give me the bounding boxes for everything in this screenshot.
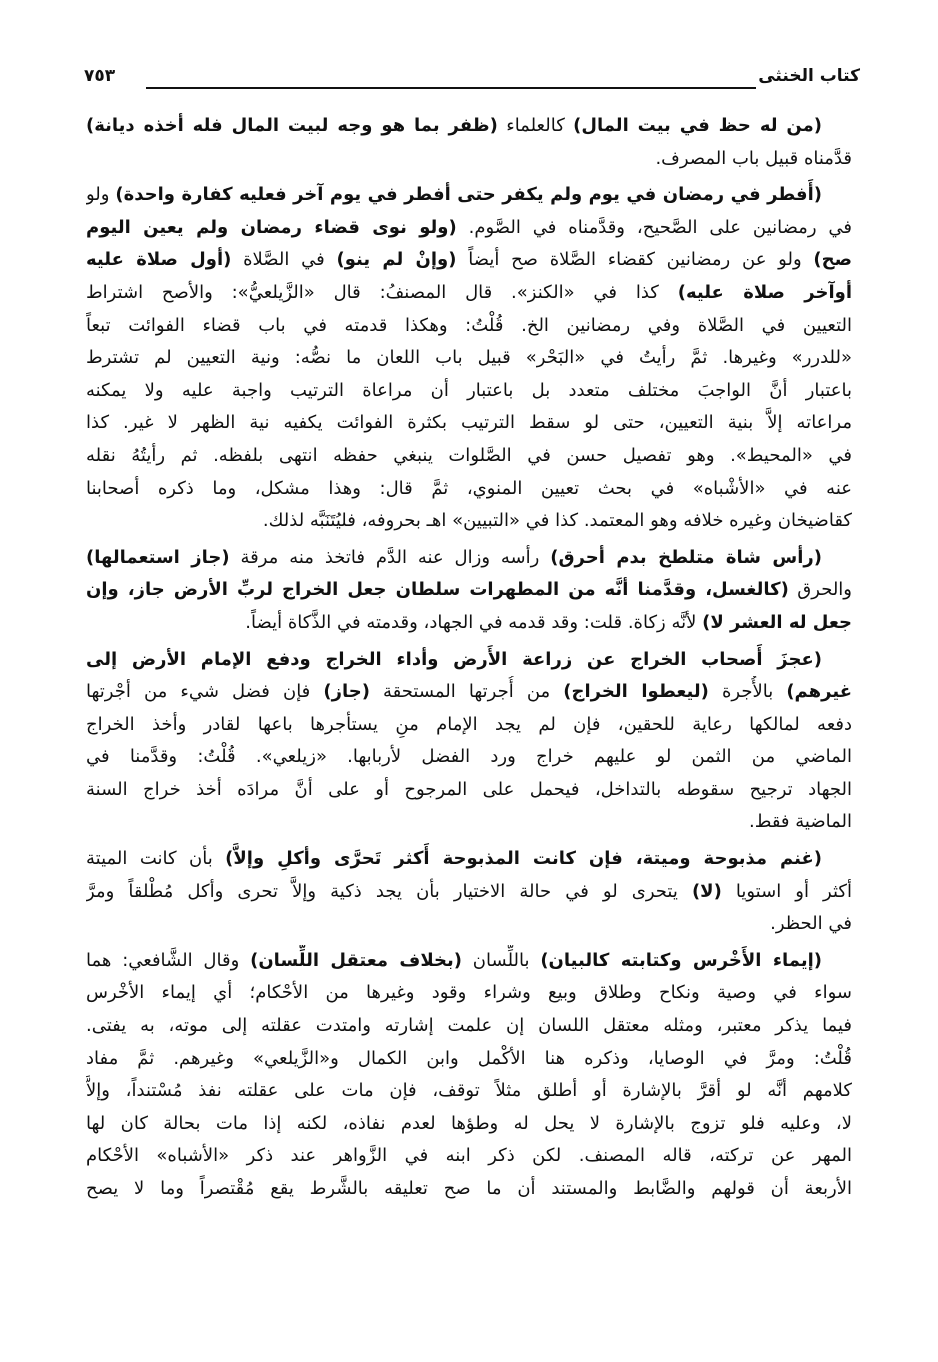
commentary-text: «للدرر» وغيرها. ثمَّ رأيتُ في «البَحْر» قبيل باب اللعان ما نصُّه: ونية التعيين لم تشترط <box>86 347 852 369</box>
text-line <box>86 574 852 607</box>
paragraph <box>86 542 852 640</box>
matn-text: (أول صلاة عليه <box>86 249 232 271</box>
commentary-text: الماضي من الثمن لو عليهم خراج ورد الفضل لأربابها. «زيلعي». قُلْتُ: وقدَّمنا في <box>86 746 852 768</box>
text-line <box>86 806 852 839</box>
text-line <box>86 473 852 506</box>
commentary-text: مراعاته إلاَّ بنية التعيين، حتى لو سقط الترتيب بكثرة الفوائت يكفيه نية الظهر لا غير. كذا <box>86 412 852 434</box>
commentary-text: ولو عن رمضانين كقضاء الصَّلاة صح أيضاً <box>456 249 814 271</box>
text-line <box>86 945 852 978</box>
chapter-title: كتاب الخنثى <box>758 66 860 86</box>
text-line <box>86 1108 852 1141</box>
text-line <box>86 310 852 343</box>
matn-text: غيرهم) <box>786 681 852 703</box>
text-line <box>86 1043 852 1076</box>
paragraph <box>86 179 852 538</box>
commentary-text: فيما يذكر معتبر، ومثله معتقل اللسان إن علمت إشارته وامتدت عقلته إلى موته، به يفتى. <box>86 1015 852 1037</box>
commentary-text: الأربعة أن قولهم والضَّابط والمستند أن ما صح تعليقه بالشَّرط يقع مُقْتصراً وما لا يصح <box>86 1178 852 1199</box>
text-line <box>86 143 852 176</box>
commentary-text: عنه في «الأشْباه» في بحث تعيين المنوي، ثمَّ قال: وهذا مشكل، وما ذكره أصحابنا <box>86 477 852 499</box>
matn-text: (جاز) <box>323 681 370 703</box>
commentary-text: لأنَّه زكاة. قلت: وقد قدمه في الجهاد، وقدمته في الذَّكاة أيضاً. <box>245 611 703 633</box>
commentary-text: دفعه لمالكها رعاية للحقين، فإن لم يجد الإمام منِ يستأجرها باعها لقادر وأخذ الخراج <box>86 713 852 735</box>
text-line <box>86 407 852 440</box>
commentary-text: يتحرى لو في حالة الاختيار بأن يجد ذكية وإلاَّ تحرى وأكل مُطْلقاً ومرَّ <box>86 880 692 902</box>
commentary-text: باللِّسان <box>461 949 541 971</box>
commentary-text: كذا في «الكنز». قال المصنفُ: قال «الزَّيلعيُّ»: والأصح اشتراط <box>86 281 678 303</box>
text-line <box>86 542 852 575</box>
matn-text: جعل له العشر لا) <box>702 611 852 633</box>
matn-text: (ولو نوى قضاء رمضان ولم يعين اليوم <box>86 216 457 238</box>
commentary-text: من أُجرتها المستحقة <box>369 681 564 703</box>
text-line <box>86 977 852 1010</box>
text-line <box>86 505 852 538</box>
commentary-text: فإن فضل شيء من أجْرتها <box>86 681 324 703</box>
commentary-text: في الحظر. <box>770 913 852 935</box>
text-line <box>86 179 852 212</box>
commentary-text: رأسه وزال عنه الدَّم فاتخذ منه مرقة <box>229 546 551 568</box>
matn-text: (ليعطوا الخراج) <box>563 681 709 703</box>
text-line <box>86 277 852 310</box>
commentary-text: الماضية فقط. <box>749 811 852 833</box>
paragraph <box>86 110 852 175</box>
matn-text: (رأس شاة متلطخ بدم أحرق) <box>550 546 823 568</box>
commentary-text: سواء في وصية ونكاح وطلاق وبيع وشراء وقود وغيرها من الأحْكام؛ أي إيماء الأخْرس <box>86 982 852 1004</box>
commentary-text: التعيين في الصَّلاة وفي رمضانين الخ. قُلْتُ: وهكذا قدمته في باب قضاء الفوائت تبعاً <box>86 314 852 336</box>
matn-text: (غنم مذبوحة وميتة، فإن كانت المذبوحة أَكثر تَحرَّى وأكلِ وإلاَّ) <box>225 848 822 870</box>
paragraph <box>86 644 852 840</box>
commentary-text: قدَّمناه قبيل باب المصرف. <box>655 147 852 169</box>
text-line <box>86 709 852 742</box>
commentary-text: بالأُجرة <box>708 681 787 703</box>
matn-text: أوآخر صلاة عليه) <box>677 281 852 303</box>
commentary-text: في «المحيط». وهو تفصيل حسن في الصَّلوات ينبغي حفظه انتهى بلفظه. ثم رأيتُهُ نقله <box>86 444 852 466</box>
text-line <box>86 1173 852 1206</box>
paragraph <box>86 945 852 1206</box>
matn-text: (بخلاف معتقل اللِّسان) <box>250 949 462 971</box>
commentary-text: ولو <box>86 184 116 206</box>
text-line <box>86 644 852 677</box>
text-line <box>86 843 852 876</box>
text-line <box>86 741 852 774</box>
matn-text: (أَفطر في رمضان في يوم ولم يكفر حتى أفطر في يوم آخر فعليه كفارة واحدة) <box>115 184 822 206</box>
text-line <box>86 1075 852 1108</box>
header-rule <box>146 87 756 89</box>
commentary-text: قُلْتُ: ومرَّ في الوصايا، وذكره هنا الأكْمل وابن الكمال و«الزَّيلعي» وغيرهم. ثمَّ مفاد <box>86 1047 852 1069</box>
commentary-text: كالعلماء <box>497 115 574 136</box>
matn-text: (ظفر بما هو وجه لبيت المال فله أخذه ديانة) <box>86 115 498 136</box>
matn-text: (عجزَ أَصحاب الخراج عن زراعة الأَرض وأداء الخراج ودفع الإمام الأرض إلى <box>86 648 822 670</box>
commentary-text: والحرق <box>788 579 852 601</box>
page-header <box>84 66 860 94</box>
text-line <box>86 676 852 709</box>
page-body <box>86 110 852 1210</box>
text-line <box>86 342 852 375</box>
text-line <box>86 244 852 277</box>
commentary-text: لا، وعليه فلو تزوج بالإشارة لا يحل له وطؤها لعدم نفاذه، لكنه إذا مات بحالة كان لها <box>86 1112 852 1134</box>
commentary-text: بأن كانت الميتة <box>86 848 226 870</box>
matn-text: صح) <box>813 249 852 271</box>
matn-text: (كالغسل، وقدَّمنا أنَّه من المطهرات سلطان جعل الخراج لربِّ الأرض جاز، وإن <box>86 579 789 601</box>
commentary-text: في الصَّلاة <box>231 249 337 271</box>
matn-text: (وإنْ لم ينو) <box>336 249 457 271</box>
commentary-text: كقاضيخان وغيره خلافه وهو المعتمد. كذا في «التبيين» اهـ بحروفه، فليُتَنَبَّه لذلك. <box>262 510 852 532</box>
matn-text: (إيماء الأَخْرس وكتابته كالبيان) <box>540 949 822 971</box>
commentary-text: كلامهم أنَّه لو أقرَّ بالإشارة أو أطلق مثلاً توقف، فإن مات على عقلته نفذ مُسْتنداً، وإلاَّ <box>86 1080 852 1102</box>
text-line <box>86 440 852 473</box>
commentary-text: المهر عن تركته، قاله المصنف. لكن ذكر ابنه في الزَّواهر عند ذكر «الأشباه» الأحْكام <box>86 1145 852 1167</box>
matn-text: (جاز استعمالها) <box>86 546 230 568</box>
text-line <box>86 908 852 941</box>
text-line <box>86 212 852 245</box>
text-line <box>86 607 852 640</box>
commentary-text: في رمضانين على الصَّحيح، وقدَّمناه في الصَّوم. <box>456 216 852 238</box>
text-line <box>86 375 852 408</box>
matn-text: (من له حظ في بيت المال) <box>573 115 822 136</box>
text-line <box>86 774 852 807</box>
text-line <box>86 1010 852 1043</box>
matn-text: (لا) <box>691 880 722 902</box>
commentary-text: باعتبار أنَّ الواجبَ مختلف متعدد بل باعتبار أن مراعاة الترتيب واجبة عليه ولا يمكنه <box>86 379 852 401</box>
commentary-text: أكثر أو استويا <box>721 880 852 902</box>
page-number: ٧٥٣ <box>84 66 116 86</box>
paragraph <box>86 843 852 941</box>
commentary-text: الجهاد ترجيح سقوطه بالتداخل، فيحمل على المرجوح أو على أنَّ مرادَه أخذ خراج السنة <box>86 778 852 800</box>
text-line <box>86 110 852 143</box>
text-line <box>86 1140 852 1173</box>
text-line <box>86 876 852 909</box>
commentary-text: وقال الشَّافعي: هما <box>86 949 251 971</box>
